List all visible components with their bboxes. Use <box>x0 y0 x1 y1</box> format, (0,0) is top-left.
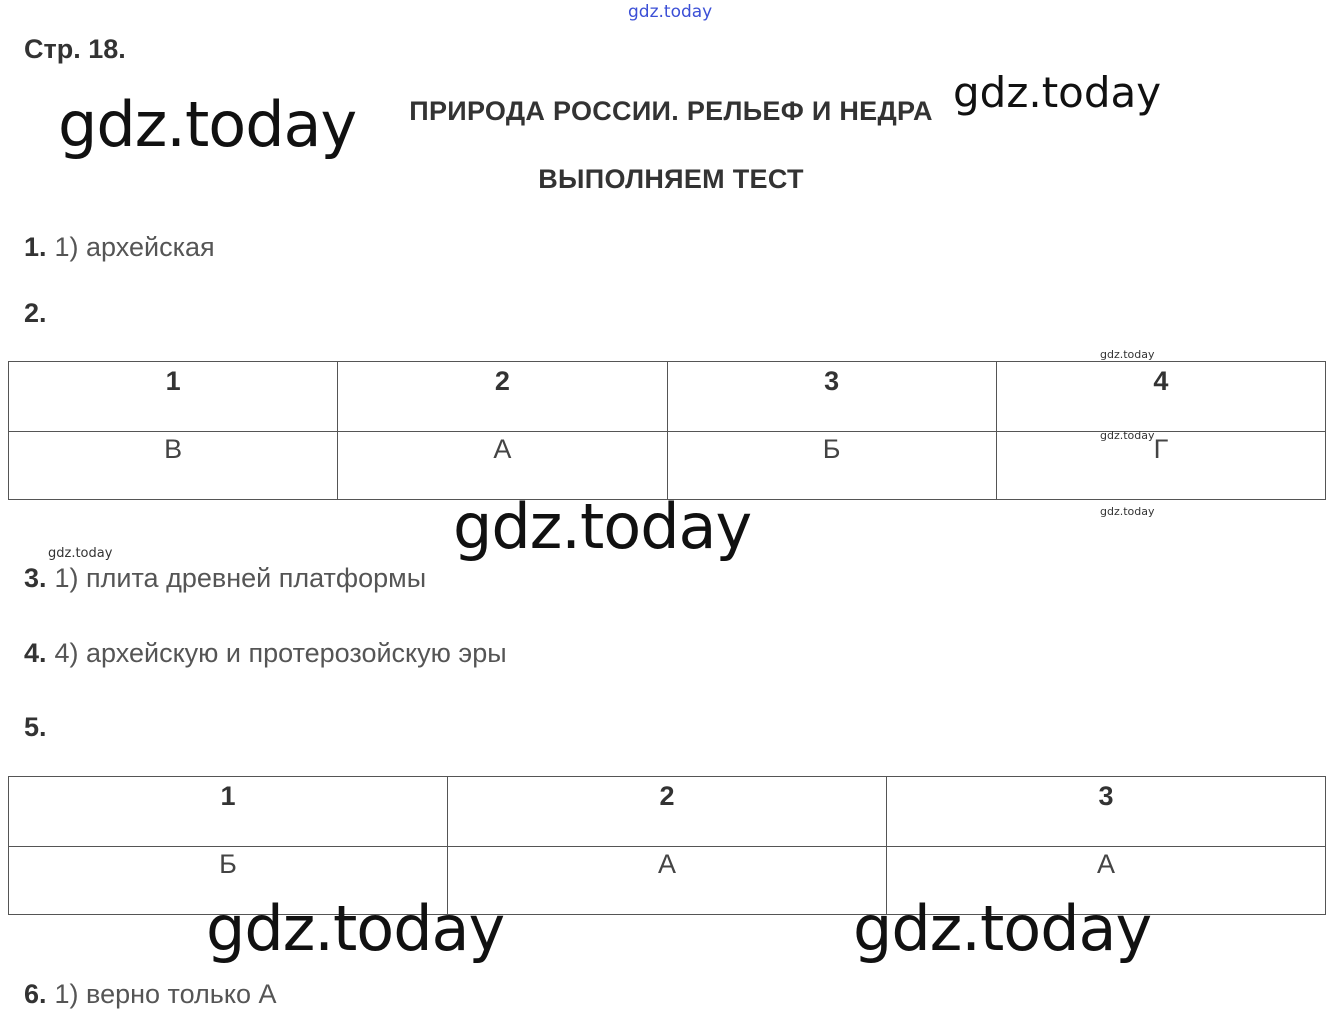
question-number: 5. <box>24 712 47 742</box>
question-3 <box>24 563 426 594</box>
table-cell: В <box>9 432 338 500</box>
question-5 <box>24 712 55 743</box>
question-answer: 1) верно только А <box>54 979 277 1009</box>
table-cell: Б <box>667 432 996 500</box>
table-cell: Г <box>996 432 1325 500</box>
watermark: gdz.today <box>953 68 1162 117</box>
question-number: 6. <box>24 979 47 1009</box>
watermark: gdz.today <box>58 88 357 161</box>
question-answer: 1) плита древней платформы <box>54 563 427 593</box>
question-1 <box>24 232 215 263</box>
watermark: gdz.today <box>48 546 113 561</box>
page-subtitle: ВЫПОЛНЯЕМ ТЕСТ <box>538 164 804 194</box>
watermark: gdz.today <box>1100 505 1155 518</box>
page-title: ПРИРОДА РОССИИ. РЕЛЬЕФ И НЕДРА <box>409 96 933 126</box>
table-header-row <box>9 362 1326 432</box>
watermark: gdz.today <box>853 892 1152 965</box>
question-number: 2. <box>24 298 47 328</box>
question-number: 4. <box>24 638 47 668</box>
watermark: gdz.today <box>1100 429 1155 442</box>
question-4 <box>24 638 507 669</box>
table-header-cell: 1 <box>9 777 448 847</box>
question-number: 3. <box>24 563 47 593</box>
table-cell: А <box>448 847 887 915</box>
page-label: Стр. 18. <box>24 34 126 64</box>
question-number: 1. <box>24 232 47 262</box>
watermark-top: gdz.today <box>628 2 713 22</box>
question-6 <box>24 979 277 1010</box>
question-answer: 4) архейскую и протерозойскую эры <box>54 638 507 668</box>
watermark: gdz.today <box>1100 348 1155 361</box>
table-header-cell: 3 <box>667 362 996 432</box>
table-header-cell: 2 <box>448 777 887 847</box>
table-cell: А <box>338 432 667 500</box>
table-cell: Б <box>9 847 448 915</box>
watermark: gdz.today <box>453 490 752 563</box>
table-header-cell: 1 <box>9 362 338 432</box>
question-2 <box>24 298 55 329</box>
watermark: gdz.today <box>206 892 505 965</box>
table-cell: А <box>887 847 1326 915</box>
table-header-cell: 4 <box>996 362 1325 432</box>
table-header-cell: 2 <box>338 362 667 432</box>
table-header-cell: 3 <box>887 777 1326 847</box>
table-header-row <box>9 777 1326 847</box>
question-answer: 1) архейская <box>54 232 215 262</box>
